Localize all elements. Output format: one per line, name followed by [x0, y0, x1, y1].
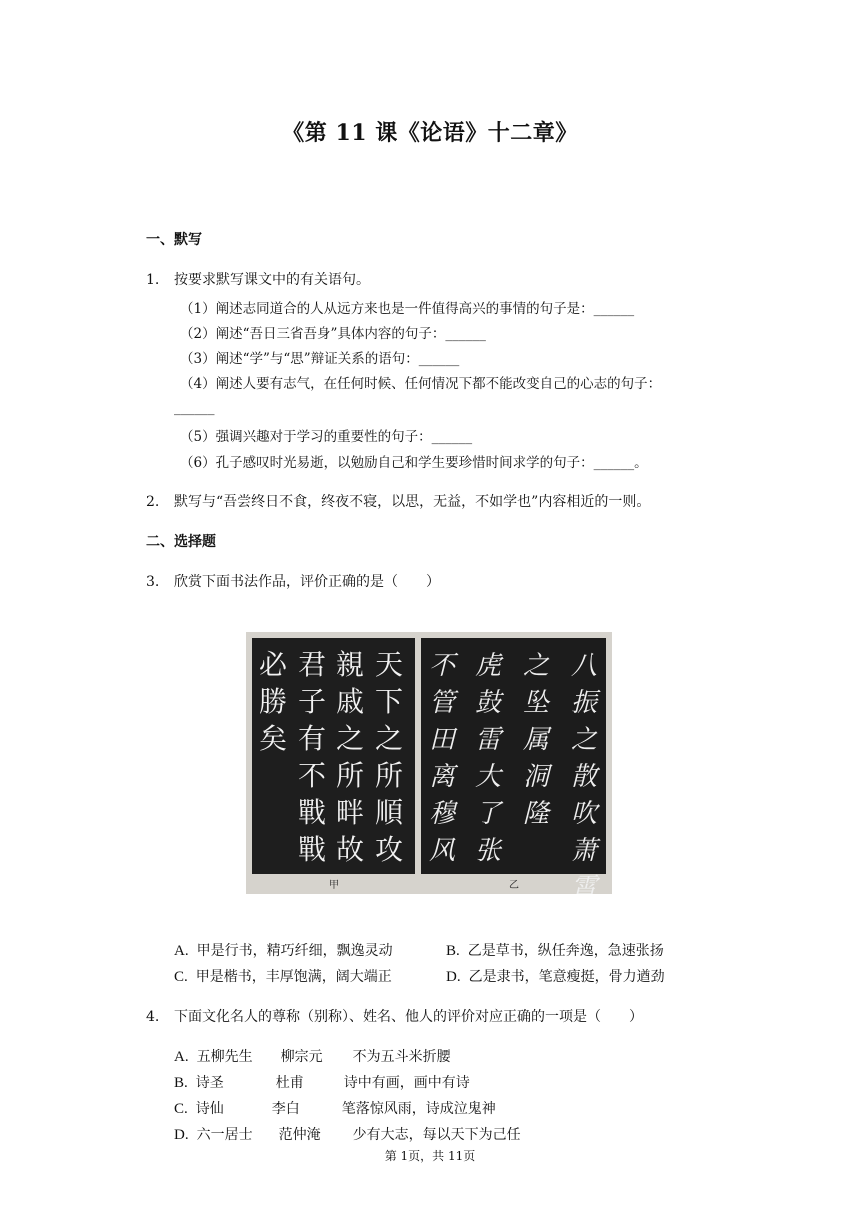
option-title: 诗圣: [195, 1075, 224, 1091]
jia-label: 甲: [329, 880, 339, 891]
q3-option-c[interactable]: [174, 966, 392, 986]
question-2: [146, 491, 650, 511]
option-letter: A.: [174, 1049, 189, 1065]
q4-option-a[interactable]: [174, 1046, 451, 1066]
option-name: 杜甫: [275, 1075, 304, 1091]
q1-sub-2: （2）阐述“吾日三省吾身”具体内容的句子：______: [180, 326, 486, 342]
calligraphy-char: 八: [570, 651, 598, 681]
calligraphy-char: 戰: [297, 833, 327, 866]
question-number: 3.: [146, 574, 160, 590]
calligraphy-image: [246, 632, 612, 894]
calligraphy-char: 之: [374, 722, 404, 755]
calligraphy-char: 吹: [570, 799, 598, 829]
question-number: 4.: [146, 1009, 160, 1025]
option-name: 柳宗元: [280, 1049, 323, 1065]
option-letter: B.: [174, 1075, 188, 1091]
q1-sub-6: （6）孔子感叹时光易逝，以勉励自己和学生要珍惜时间求学的句子：______。: [180, 455, 648, 471]
calligraphy-char: 大: [474, 762, 502, 792]
q4-option-c[interactable]: [174, 1098, 496, 1118]
calligraphy-char: 张: [474, 836, 502, 866]
calligraphy-char: 了: [474, 799, 502, 829]
question-text: 下面文化名人的尊称（别称）、姓名、他人的评价对应正确的一项是（ ）: [174, 1009, 643, 1025]
calligraphy-char: 管: [428, 688, 456, 718]
calligraphy-char: 故: [335, 833, 365, 866]
calligraphy-char: 所: [335, 759, 365, 792]
calligraphy-char: 虎: [474, 651, 502, 681]
option-comment: 诗中有画，画中有诗: [343, 1075, 470, 1091]
calligraphy-char: 风: [428, 836, 456, 866]
option-title: 五柳先生: [196, 1049, 253, 1065]
q1-sub-4: （4）阐述人要有志气，在任何时候、任何情况下都不能改变自己的心志的句子：: [180, 376, 662, 392]
option-comment: 不为五斗米折腰: [352, 1049, 451, 1065]
question-text: 欣赏下面书法作品，评价正确的是（ ）: [174, 574, 440, 590]
option-text: 乙是草书，纵任奔逸，急速张扬: [467, 943, 664, 959]
calligraphy-char: 田: [428, 725, 456, 755]
q3-option-a[interactable]: [174, 940, 393, 960]
page-footer: 第 1页，共 11页: [384, 1149, 476, 1163]
option-letter: D.: [446, 969, 461, 985]
q1-sub-4-blank: ______: [174, 400, 215, 416]
calligraphy-char: 振: [570, 688, 598, 718]
calligraphy-char: 有: [297, 722, 327, 755]
calligraphy-char: 攻: [374, 833, 404, 866]
question-1: [146, 269, 370, 289]
calligraphy-char: 矣: [258, 722, 288, 755]
option-title: 六一居士: [196, 1127, 253, 1143]
calligraphy-char: 鼓: [474, 688, 502, 718]
calligraphy-char: 雷: [474, 725, 502, 755]
q3-option-d[interactable]: [446, 966, 665, 986]
calligraphy-char: 之: [570, 725, 598, 755]
calligraphy-char: 勝: [258, 685, 288, 718]
calligraphy-char: 必: [258, 648, 288, 681]
yi-label: 乙: [509, 880, 519, 891]
calligraphy-char: 所: [374, 759, 404, 792]
question-3: [146, 571, 440, 591]
question-text: 默写与“吾尝终日不食，终夜不寝，以思，无益，不如学也”内容相近的一则。: [174, 494, 651, 510]
question-number: 1.: [146, 272, 160, 288]
calligraphy-char: 不: [428, 651, 456, 681]
question-text: 按要求默写课文中的有关语句。: [174, 272, 370, 288]
option-comment: 少有大志，每以天下为己任: [352, 1127, 521, 1143]
option-letter: C.: [174, 1101, 188, 1117]
option-letter: A.: [174, 943, 189, 959]
q4-option-b[interactable]: [174, 1072, 470, 1092]
calligraphy-char: 属: [522, 725, 550, 755]
q4-option-d[interactable]: [174, 1124, 521, 1144]
calligraphy-char: 畔: [335, 796, 365, 829]
jia-col-1: [259, 648, 288, 755]
q1-sub-5: （5）强调兴趣对于学习的重要性的句子：______: [180, 429, 473, 445]
option-letter: D.: [174, 1127, 189, 1143]
question-4: [146, 1006, 643, 1026]
section-heading-dictation: 一、默写: [146, 232, 202, 248]
calligraphy-char: 戚: [335, 685, 365, 718]
option-text: 甲是行书，精巧纤细，飘逸灵动: [196, 943, 393, 959]
calligraphy-char: 天: [374, 648, 404, 681]
calligraphy-char: 之: [522, 651, 550, 681]
calligraphy-char: 萧: [570, 836, 598, 866]
calligraphy-char: 霄: [570, 873, 598, 894]
option-comment: 笔落惊风雨，诗成泣鬼神: [341, 1101, 496, 1117]
calligraphy-char: 下: [374, 685, 404, 718]
calligraphy-char: 君: [297, 648, 327, 681]
option-letter: C.: [174, 969, 188, 985]
calligraphy-char: 戰: [297, 796, 327, 829]
option-text: 乙是隶书，笔意瘦挺，骨力遒劲: [468, 969, 665, 985]
calligraphy-char: 不: [297, 759, 327, 792]
calligraphy-char: 散: [570, 762, 598, 792]
calligraphy-char: 子: [297, 685, 327, 718]
calligraphy-char: 之: [335, 722, 365, 755]
section-heading-choice: 二、选择题: [146, 534, 216, 550]
calligraphy-char: 洞: [522, 762, 550, 792]
document-title: 《第 11 课《论语》十二章》: [282, 120, 578, 146]
yi-col-4: [571, 651, 601, 894]
q1-sub-1: （1）阐述志同道合的人从远方来也是一件值得高兴的事情的句子是：______: [180, 301, 635, 317]
question-number: 2.: [146, 494, 160, 510]
q3-option-b[interactable]: [446, 940, 664, 960]
calligraphy-char: 离: [428, 762, 456, 792]
option-name: 李白: [271, 1101, 300, 1117]
calligraphy-char: 隆: [522, 799, 550, 829]
yi-col-3: [523, 651, 553, 829]
option-name: 范仲淹: [278, 1127, 321, 1143]
option-letter: B.: [446, 943, 460, 959]
option-text: 甲是楷书，丰厚饱满，阔大端正: [195, 969, 392, 985]
calligraphy-char: 親: [335, 648, 365, 681]
calligraphy-char: 順: [374, 796, 404, 829]
calligraphy-char: 坠: [522, 688, 550, 718]
q1-sub-3: （3）阐述“学”与“思”辩证关系的语句：______: [180, 351, 460, 367]
option-title: 诗仙: [195, 1101, 224, 1117]
calligraphy-char: 穆: [428, 799, 456, 829]
calligraphy-svg: [246, 632, 612, 894]
